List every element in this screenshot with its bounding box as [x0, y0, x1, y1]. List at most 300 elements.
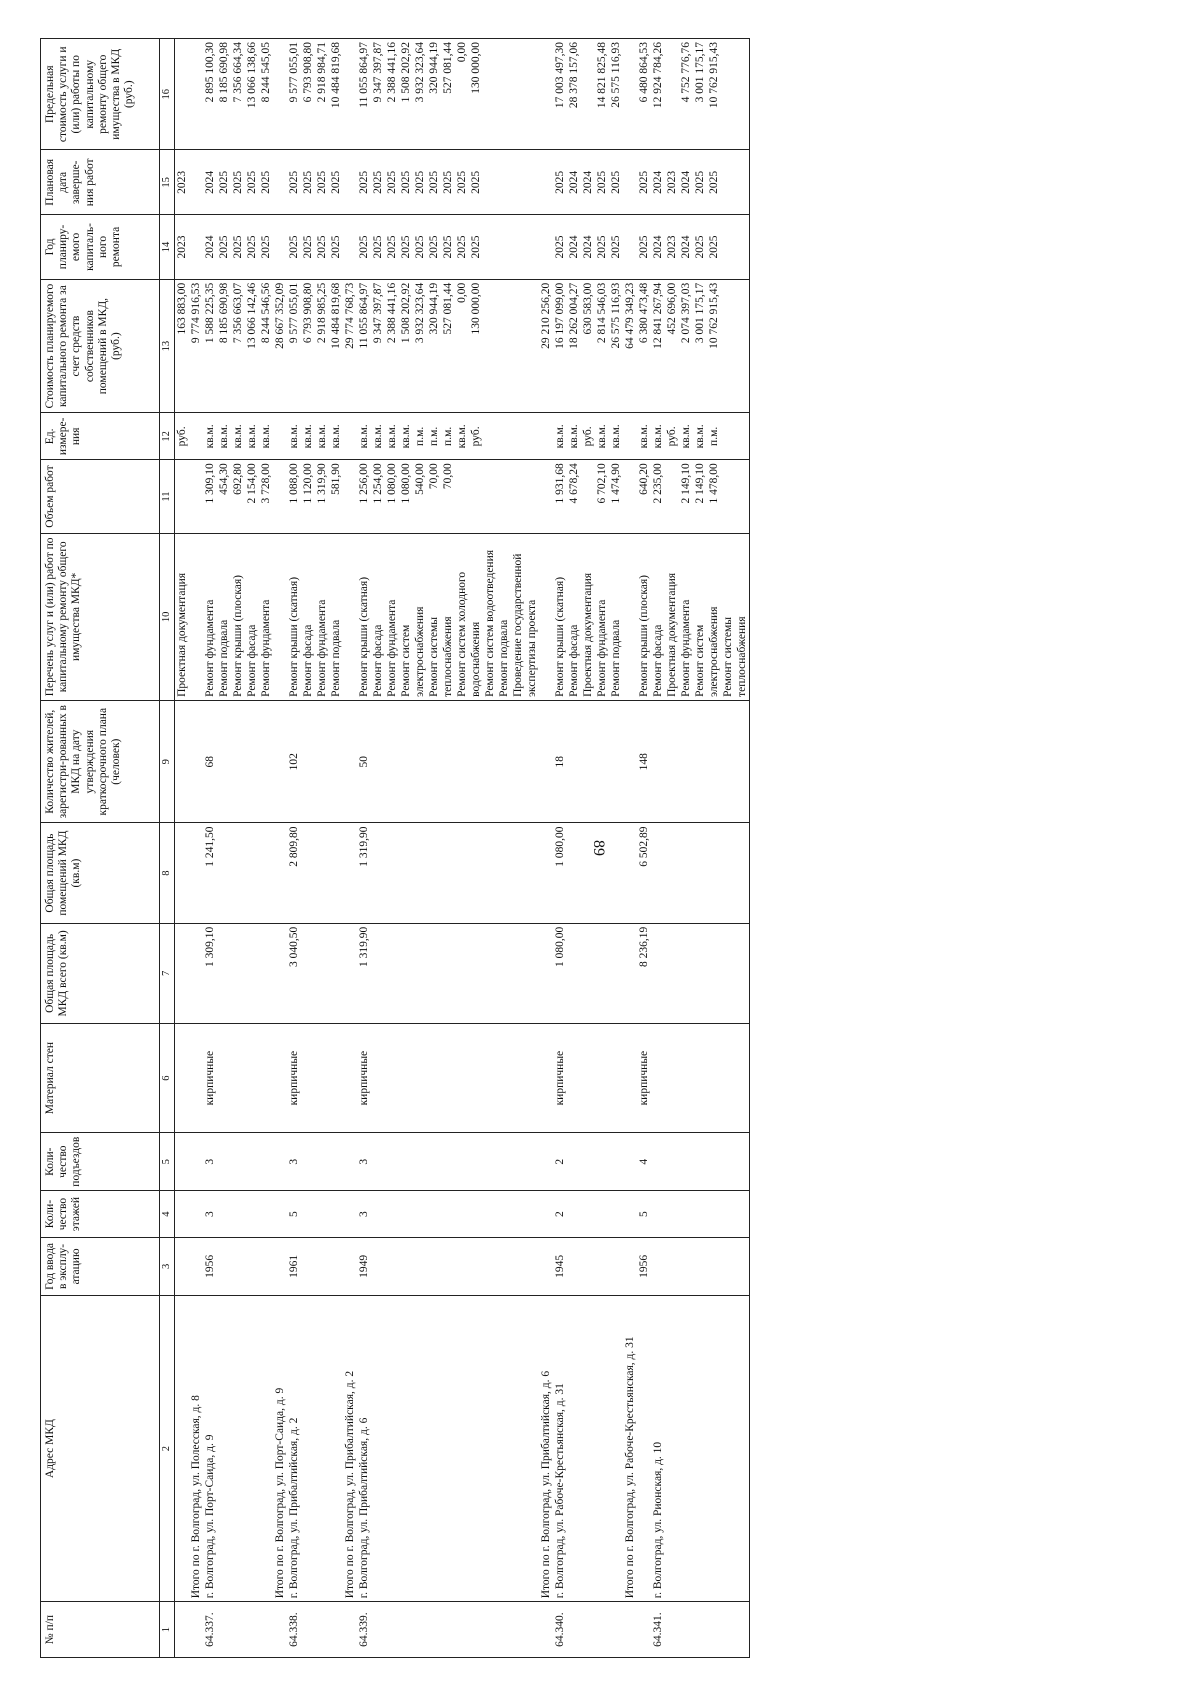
empty-cell: [539, 39, 553, 151]
cost: 18 262 004,27: [568, 282, 580, 349]
limit-cost: 527 081,44: [442, 42, 454, 94]
work-name: Ремонт системы теплоснабжения: [722, 616, 748, 697]
work-name: Ремонт фундамента: [204, 599, 216, 697]
address: г. Волгоград, ул. Прибалтийская, д. 6: [357, 1295, 539, 1601]
repair-year-cell: [203, 215, 273, 280]
repair-year: 2024: [652, 235, 664, 259]
limit-cost: 26 575 116,93: [610, 42, 622, 108]
unit: кв.м.: [680, 424, 692, 449]
limit-cost: 9 347 397,87: [372, 42, 384, 103]
area-rooms: 2 809,80: [287, 823, 343, 923]
empty-cell: [539, 150, 553, 215]
limit-cost-cell: [287, 39, 343, 151]
empty-cell: [343, 700, 357, 823]
address: г. Волгоград, ул. Рабоче-Крестьянская, д. 31: [553, 1295, 623, 1601]
work-volume-cell: [287, 460, 343, 534]
completion-date: 2025: [386, 170, 398, 194]
work-name-cell: [651, 533, 750, 700]
completion-date: 2023: [666, 170, 678, 194]
work-volume: 2 154,00: [246, 463, 258, 504]
empty-cell: [273, 1237, 287, 1295]
floors: 3: [203, 1191, 273, 1238]
cost: 1 588 225,35: [204, 282, 216, 344]
completion-date: 2025: [638, 170, 650, 194]
cost: 2 074 397,03: [680, 282, 692, 344]
empty-cell: [623, 413, 637, 460]
work-volume-cell: [637, 460, 651, 534]
work-volume: 3 728,00: [260, 463, 272, 504]
column-number-2: 2: [160, 1295, 175, 1601]
empty-cell: [273, 1133, 287, 1191]
total-row: [343, 39, 357, 1658]
work-volume: 692,80: [232, 463, 244, 495]
work-name: Ремонт фасада: [652, 624, 664, 697]
limit-cost: 2 918 984,71: [316, 42, 328, 103]
column-number-7: 7: [160, 923, 175, 1023]
build-year: [651, 1237, 750, 1295]
build-year: 1956: [203, 1237, 273, 1295]
area-total: [651, 923, 750, 1023]
empty-cell: [189, 1024, 203, 1133]
repair-year: 2025: [610, 235, 622, 259]
column-number-12: 12: [160, 413, 175, 460]
repair-year: 2025: [330, 235, 342, 259]
empty-cell: [623, 700, 637, 823]
completion-date: 2025: [428, 170, 440, 194]
empty-cell: [343, 39, 357, 151]
row-number: 64.337.: [203, 1602, 273, 1658]
build-year: 1949: [357, 1237, 539, 1295]
limit-cost: 6 480 864,53: [638, 42, 650, 103]
area-rooms: 1 080,00: [553, 823, 623, 923]
completion-date: 2025: [288, 170, 300, 194]
empty-cell: [273, 150, 287, 215]
column-number-9: 9: [160, 700, 175, 823]
work-volume: 454,30: [218, 463, 230, 495]
completion-date: 2024: [652, 170, 664, 194]
limit-cost: 12 924 784,26: [652, 42, 664, 109]
limit-cost: 28 378 157,06: [568, 42, 580, 109]
build-year: 1945: [553, 1237, 623, 1295]
work-name: Ремонт фундамента: [596, 599, 608, 697]
column-header-13: Стоимость планируемого капитального ремонта за счет средств собственников помещений в МКД, (руб.): [41, 279, 160, 413]
column-number-3: 3: [160, 1237, 175, 1295]
area-rooms: 1 319,90: [357, 823, 539, 923]
cost: 3 001 175,17: [694, 282, 706, 344]
cost: 2 814 546,03: [596, 282, 608, 344]
work-name: Ремонт фундамента: [386, 599, 398, 697]
work-name: Ремонт фундамента: [316, 599, 328, 697]
empty-cell: [539, 1024, 553, 1133]
repair-year-cell: [287, 215, 343, 280]
empty-cell: [343, 1191, 357, 1238]
empty-cell: [175, 1602, 190, 1658]
limit-cost: 13 066 138,66: [246, 42, 258, 109]
cost-cell: [203, 279, 273, 413]
work-volume: 4 678,24: [568, 463, 580, 504]
area-total: 8 236,19: [637, 923, 651, 1023]
total-row: [273, 39, 287, 1658]
completion-date: 2025: [610, 170, 622, 194]
building-row: [203, 39, 273, 1658]
completion-date: 2025: [694, 170, 706, 194]
build-year: 1956: [637, 1237, 651, 1295]
work-volume: 2 149,10: [680, 463, 692, 504]
repair-year-cell: [357, 215, 539, 280]
work-name: Проектная документация: [582, 572, 594, 697]
building-row: [357, 39, 539, 1658]
limit-cost: 8 185 690,98: [218, 42, 230, 103]
empty-cell: [175, 1133, 190, 1191]
unit-cell: [553, 413, 623, 460]
completion-date: 2025: [554, 170, 566, 194]
column-number-4: 4: [160, 1191, 175, 1238]
area-total: 3 040,50: [287, 923, 343, 1023]
empty-cell: [343, 1602, 357, 1658]
repair-year: 2025: [358, 235, 370, 259]
repair-year: 2025: [246, 235, 258, 259]
cost: 12 841 267,94: [652, 282, 664, 349]
work-name: Ремонт фундамента: [680, 599, 692, 697]
empty-cell: [175, 460, 190, 534]
limit-cost-cell: [553, 39, 623, 151]
column-header-1: № п/п: [41, 1602, 160, 1658]
completion-date: 2025: [456, 170, 468, 194]
continuation-row: [175, 39, 190, 1658]
entrances: 2: [553, 1133, 623, 1191]
work-volume: 1 256,00: [358, 463, 370, 504]
repair-year-cell: [651, 215, 750, 280]
unit: кв.м.: [246, 424, 258, 449]
empty-cell: [623, 1191, 637, 1238]
wall-material: кирпичные: [357, 1024, 539, 1133]
limit-cost-cell: [203, 39, 273, 151]
total-label: Итого по г. Волгоград, ул. Прибалтийская, д. 2: [343, 1295, 357, 1601]
work-volume: 1 254,00: [372, 463, 384, 504]
work-name: Ремонт фасада: [246, 624, 258, 697]
work-name: Ремонт крыши (плоская): [232, 575, 244, 697]
limit-cost: 14 821 825,48: [596, 42, 608, 109]
repair-year: 2025: [400, 235, 412, 259]
column-header-11: Объем работ: [41, 460, 160, 534]
work-volume: 1 080,00: [400, 463, 412, 504]
unit-cell: [203, 413, 273, 460]
empty-cell: [175, 700, 190, 823]
column-header-4: Коли-чество этажей: [41, 1191, 160, 1238]
completion-date: 2024: [568, 170, 580, 194]
work-volume: 1 931,68: [554, 463, 566, 504]
page-number: 89: [590, 840, 607, 856]
unit: руб.: [666, 426, 678, 447]
residents: 50: [357, 700, 539, 823]
empty-cell: [189, 460, 203, 534]
address: г. Волгоград, ул. Порт-Саида, д. 9: [203, 1295, 273, 1601]
row-number: 64.341.: [651, 1602, 750, 1658]
work-name: Ремонт систем водоотведения: [484, 549, 496, 697]
column-header-14: Год планиру-емого капиталь-ного ремонта: [41, 215, 160, 280]
cost: 6 380 473,48: [638, 282, 650, 344]
empty-cell: [175, 823, 190, 923]
unit: руб.: [582, 426, 594, 447]
work-volume: 540,00: [414, 463, 426, 495]
total-row: [623, 39, 637, 1658]
completion-date: 2025: [330, 170, 342, 194]
cost: 8 244 546,56: [260, 282, 272, 344]
work-volume: [469, 463, 483, 530]
completion-date: 2025: [400, 170, 412, 194]
work-volume-cell: [651, 460, 750, 534]
unit: кв.м.: [316, 424, 328, 449]
repair-year-cell: [553, 215, 623, 280]
cost: 3 932 323,64: [414, 282, 426, 344]
completion-date-cell: [553, 150, 623, 215]
residents: 148: [637, 700, 651, 823]
repair-year: 2023: [666, 235, 678, 259]
column-header-6: Материал стен: [41, 1024, 160, 1133]
limit-cost: 130 000,00: [470, 42, 482, 94]
limit-cost: 17 003 497,30: [554, 42, 566, 109]
work-name: Ремонт подвала: [498, 619, 510, 697]
empty-cell: [175, 1024, 190, 1133]
empty-cell: [539, 700, 553, 823]
work-name: Ремонт фундамента: [260, 599, 272, 697]
repair-year: 2025: [694, 235, 706, 259]
work-volume: 1 120,00: [302, 463, 314, 504]
limit-cost: [581, 42, 595, 147]
work-name: Ремонт крыши (скатная): [554, 576, 566, 697]
repair-year: 2025: [316, 235, 328, 259]
header-row: [41, 39, 160, 1658]
empty-cell: [623, 215, 637, 280]
empty-cell: [175, 1237, 190, 1295]
cost: 130 000,00: [470, 282, 482, 335]
repair-year: 2025: [302, 235, 314, 259]
completion-date: 2025: [470, 170, 482, 194]
limit-cost: [665, 42, 679, 147]
work-volume: 1 319,90: [316, 463, 328, 504]
wall-material: кирпичные: [553, 1024, 623, 1133]
empty-cell: [273, 413, 287, 460]
repair-year: 2024: [680, 235, 692, 259]
unit: кв.м.: [568, 424, 580, 449]
repair-year: 2025: [554, 235, 566, 259]
column-number-14: 14: [160, 215, 175, 280]
column-number-8: 8: [160, 823, 175, 923]
floors: 2: [553, 1191, 623, 1238]
work-name: Ремонт крыши (скатная): [358, 576, 370, 697]
unit: п.м.: [708, 426, 720, 446]
repair-year: 2025: [260, 235, 272, 259]
limit-cost: 2 895 100,30: [204, 42, 216, 103]
column-header-15: Плановая дата заверше-ния работ: [41, 150, 160, 215]
completion-date: 2024: [680, 170, 692, 194]
address: г. Волгоград, ул. Рионская, д. 10: [651, 1295, 750, 1601]
column-number-15: 15: [160, 150, 175, 215]
column-number-10: 10: [160, 533, 175, 700]
work-name: Ремонт подвала: [330, 619, 342, 697]
limit-cost: 0,00: [456, 42, 468, 63]
limit-cost-cell: [637, 39, 651, 151]
unit: кв.м.: [456, 424, 468, 449]
empty-cell: [175, 1295, 190, 1601]
empty-cell: [539, 413, 553, 460]
completion-date-cell: [203, 150, 273, 215]
empty-cell: [189, 215, 203, 280]
work-name: Ремонт системы теплоснабжения: [428, 616, 454, 697]
empty-cell: [175, 1191, 190, 1238]
column-header-12: Ед. измере-ния: [41, 413, 160, 460]
completion-date: 2025: [302, 170, 314, 194]
work-volume-cell: [203, 460, 273, 534]
empty-cell: [273, 460, 287, 534]
unit: руб.: [470, 426, 482, 447]
column-number-13: 13: [160, 279, 175, 413]
unit: п.м.: [428, 426, 440, 446]
empty-cell: [273, 39, 287, 151]
column-number-row: [160, 39, 175, 1658]
wall-material: кирпичные: [203, 1024, 273, 1133]
completion-date: 2023: [175, 150, 190, 215]
work-name: Проектная документация: [175, 533, 190, 700]
completion-date-cell: [637, 150, 651, 215]
building-row: [287, 39, 343, 1658]
floors: 5: [287, 1191, 343, 1238]
residents: 18: [553, 700, 623, 823]
unit: кв.м.: [610, 424, 622, 449]
empty-cell: [623, 1024, 637, 1133]
empty-cell: [175, 39, 190, 151]
column-header-2: Адрес МКД: [41, 1295, 160, 1601]
row-number: 64.338.: [287, 1602, 343, 1658]
empty-cell: [343, 533, 357, 700]
unit-cell: [287, 413, 343, 460]
wall-material: кирпичные: [637, 1024, 651, 1133]
completion-date: 2025: [232, 170, 244, 194]
limit-cost: 9 577 055,01: [288, 42, 300, 103]
work-name: Ремонт систем электроснабжения: [400, 606, 426, 697]
repair-year: 2025: [638, 235, 650, 259]
cost: 2 388 441,16: [386, 282, 398, 344]
work-volume: 581,90: [330, 463, 342, 495]
work-volume: 1 080,00: [386, 463, 398, 504]
unit: кв.м.: [386, 424, 398, 449]
unit: кв.м.: [638, 424, 650, 449]
building-row: [637, 39, 651, 1658]
cost-cell: [637, 279, 651, 413]
repair-year: 2025: [232, 235, 244, 259]
empty-cell: [539, 533, 553, 700]
limit-cost: 11 055 864,97: [358, 42, 370, 108]
cost: 10 762 915,43: [708, 282, 720, 349]
rotated-sheet: [40, 38, 1155, 1658]
cost-cell: [553, 279, 623, 413]
column-header-9: Количество жителей, зарегистри-рованных в МКД на дату утверждения краткосрочного плана (человек): [41, 700, 160, 823]
entrances: 3: [287, 1133, 343, 1191]
row-number: 64.340.: [553, 1602, 623, 1658]
repair-year: 2025: [442, 235, 454, 259]
work-volume-cell: [553, 460, 623, 534]
work-name-cell: [203, 533, 273, 700]
total-cost: 9 774 916,53: [189, 279, 203, 413]
empty-cell: [623, 460, 637, 534]
column-number-6: 6: [160, 1024, 175, 1133]
limit-cost: 2 388 441,16: [386, 42, 398, 103]
area-total: 1 080,00: [553, 923, 623, 1023]
empty-cell: [343, 413, 357, 460]
cost: 2 918 985,25: [316, 282, 328, 344]
work-volume: [455, 463, 469, 530]
work-name: Ремонт крыши (скатная): [288, 576, 300, 697]
entrances: [651, 1133, 750, 1191]
total-label: Итого по г. Волгоград, ул. Прибалтийская, д. 6: [539, 1295, 553, 1601]
floors: [651, 1191, 750, 1238]
empty-cell: [623, 1602, 637, 1658]
empty-cell: [189, 1133, 203, 1191]
empty-cell: [273, 700, 287, 823]
cost: 6 793 908,80: [302, 282, 314, 344]
limit-cost-cell: [651, 39, 750, 151]
empty-cell: [189, 700, 203, 823]
unit: п.м.: [414, 426, 426, 446]
work-volume: 2 235,00: [652, 463, 664, 504]
cost: 13 066 142,46: [246, 282, 258, 349]
empty-cell: [343, 923, 357, 1023]
unit: п.м.: [442, 426, 454, 446]
work-name: Ремонт подвала: [610, 619, 622, 697]
floors: 5: [637, 1191, 651, 1238]
total-row: [539, 39, 553, 1658]
repair-year: 2024: [568, 235, 580, 259]
repair-year: 2025: [288, 235, 300, 259]
work-volume: 2 149,10: [694, 463, 706, 504]
empty-cell: [539, 1133, 553, 1191]
cost: 527 081,44: [442, 282, 454, 335]
entrances: 4: [637, 1133, 651, 1191]
unit: кв.м.: [358, 424, 370, 449]
column-header-8: Общая площадь помещений МКД (кв.м): [41, 823, 160, 923]
empty-cell: [623, 923, 637, 1023]
cost: 9 347 397,87: [372, 282, 384, 344]
empty-cell: [189, 1191, 203, 1238]
empty-cell: [539, 1191, 553, 1238]
empty-cell: [273, 533, 287, 700]
work-volume: [581, 463, 595, 530]
unit: кв.м.: [596, 424, 608, 449]
work-name: Ремонт подвала: [218, 619, 230, 697]
empty-cell: [189, 823, 203, 923]
build-year: 1961: [287, 1237, 343, 1295]
total-cost: 29 774 768,73: [343, 279, 357, 413]
completion-date-cell: [287, 150, 343, 215]
area-total: 1 319,90: [357, 923, 539, 1023]
completion-date: 2025: [358, 170, 370, 194]
limit-cost: 10 484 819,68: [330, 42, 342, 109]
unit: кв.м.: [232, 424, 244, 449]
unit-cell: [357, 413, 539, 460]
cost-cell: [287, 279, 343, 413]
empty-cell: [189, 1237, 203, 1295]
repair-year: 2025: [414, 235, 426, 259]
unit: кв.м.: [400, 424, 412, 449]
empty-cell: [189, 413, 203, 460]
limit-cost: 7 356 664,34: [232, 42, 244, 103]
work-volume: 70,00: [428, 463, 440, 490]
residents: 68: [203, 700, 273, 823]
empty-cell: [623, 39, 637, 151]
area-rooms: [651, 823, 750, 923]
cost: 7 356 663,07: [232, 282, 244, 344]
unit: кв.м.: [302, 424, 314, 449]
